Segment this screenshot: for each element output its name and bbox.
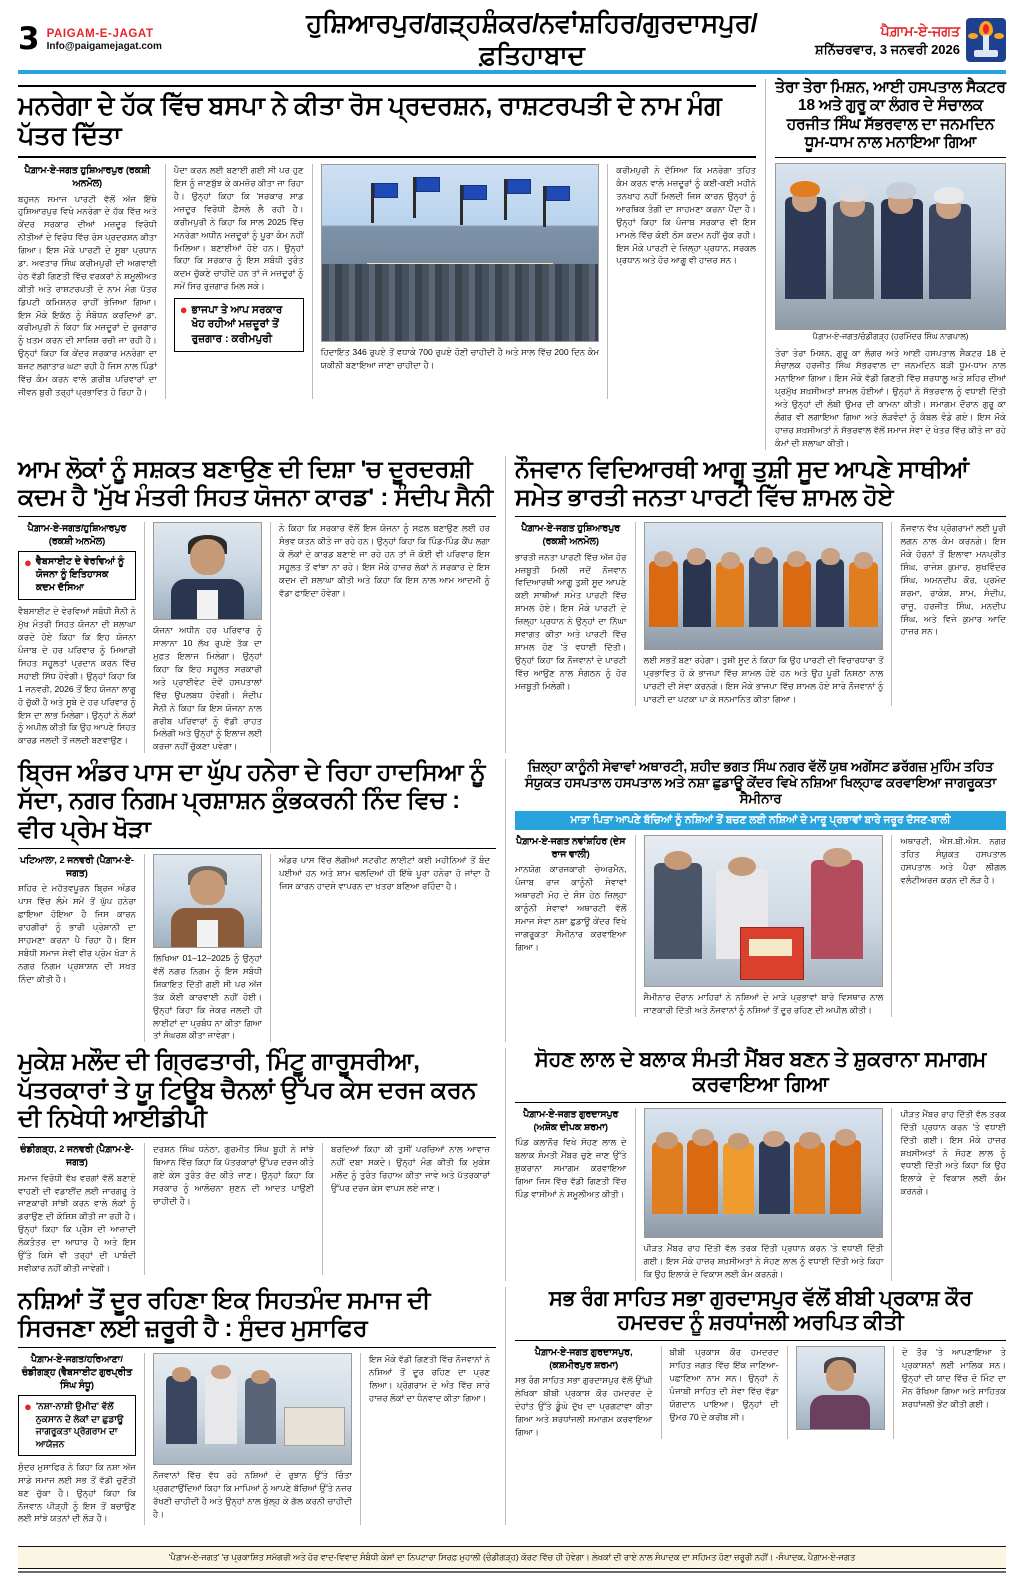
story-manrega (18, 79, 756, 450)
story-manrega-headline: ਮਨਰੇਗਾ ਦੇ ਹੱਕ ਵਿੱਚ ਬਸਪਾ ਨੇ ਕੀਤਾ ਰੋਸ ਪ੍ਰਦਰਸ਼ਨ, ਰਾਸ਼ਟਰਪਤੀ ਦੇ ਨਾਮ ਮੰਗ ਪੱਤਰ ਦਿੱਤਾ (18, 85, 756, 158)
story-block-member-photo (644, 1108, 884, 1238)
story-tribute-headline: ਸਭ ਰੰਗ ਸਾਹਿਤ ਸਭਾ ਗੁਰਦਾਸਪੁਰ ਵੱਲੋਂ ਬੀਬੀ ਪ੍ਰਕਾਸ਼ ਕੌਰ ਹਮਦਰਦ ਨੂੰ ਸ਼ਰਧਾਂਜਲੀ ਅਰਪਿਤ ਕੀਤੀ (515, 1287, 1006, 1342)
bullet-dot-icon: ● (24, 554, 32, 570)
band-four (18, 1048, 1006, 1280)
story-drug-seminar-headline: ਜ਼ਿਲ੍ਹਾ ਕਾਨੂੰਨੀ ਸੇਵਾਵਾਂ ਅਥਾਰਟੀ, ਸ਼ਹੀਦ ਭਗਤ ਸਿੰਘ ਨਗਰ ਵੱਲੋਂ ਯੁਥ ਅਗੇਂਸਟ ਡਰੱਗਜ਼ ਮੁਹਿੰਮ ਤਹਿਤ ਸੰਯੁਕਤ ਹਸਪਤਾਲ ਹਸਪਤਾਲ ਅਤੇ ਨਸ਼ਾ ਛੁਡਾਊ ਕੇਂਦਰ ਵਿਖੇ ਨਸ਼ਿਆ ਖਿਲ੍ਹਾਫ ਕਰਵਾਇਆ ਜਾਗਰੂਕਤਾ ਸੈਮੀਨਾਰ (524, 759, 997, 807)
story-underpass-byline: ਪਟਿਆਲਾ, 2 ਜਨਵਰੀ (ਪੈਗ਼ਾਮ-ਏ-ਜਗਤ) (19, 854, 135, 878)
footer-bar (18, 1571, 1006, 1573)
edition-list (288, 8, 776, 72)
story-block-member-headline: ਸੋਹਣ ਲਾਲ ਦੇ ਬਲਾਕ ਸੰਮਤੀ ਮੈਂਬਰ ਬਣਨ ਤੇ ਸ਼ੁਕਰਾਨਾ ਸਮਾਗਮ ਕਰਵਾਇਆ ਗਿਆ (515, 1048, 1006, 1103)
story-underpass-col1: ਸ਼ਹਿਰ ਦੇ ਮਹੱਤਵਪੂਰਨ ਬ੍ਰਿਜ ਅੰਡਰ ਪਾਸ ਵਿੱਚ ਲੰਮੇ ਸਮੇਂ ਤੋਂ ਘੁੱਪ ਹਨੇਰਾ ਛਾਇਆ ਹੋਇਆ ਹੈ ਜਿਸ ਕਾਰਨ ਰਾਹਗੀਰਾਂ ਨੂੰ ਭਾਰੀ ਪ੍ਰੇਸ਼ਾਨੀ ਦਾ ਸਾਹਮਣਾ ਕਰਨਾ ਪੈ ਰਿਹਾ ਹੈ। ਇਸ ਸਬੰਧੀ ਸਮਾਜ ਸੇਵੀ ਵੀਰ ਪ੍ਰੇਮ ਖੋੜਾ ਨੇ ਨਗਰ ਨਿਗਮ ਪ੍ਰਸ਼ਾਸ਼ਨ ਦੀ ਸਖ਼ਤ ਨਿੰਦਾ ਕੀਤੀ ਹੈ। (18, 883, 136, 984)
story-manrega-photo-caption: ਹਿਦਾਇਤ 346 ਰੁਪਏ ਤੋਂ ਵਧਾਕੇ 700 ਰੁਪਏ ਹੋਣੀ ਚਾਹੀਦੀ ਹੈ ਅਤੇ ਸਾਲ ਵਿੱਚ 200 ਦਿਨ ਕੰਮ ਯਕੀਨੀ ਬਣਾਇਆ ਜਾਣਾ ਚਾਹੀਦਾ ਹੈ। (320, 347, 600, 371)
brand-email: Info@paigamejagat.com (46, 40, 162, 52)
story-underpass-headline: ਬ੍ਰਿਜ ਅੰਡਰ ਪਾਸ ਦਾ ਘੁੱਪ ਹਨੇਰਾ ਦੇ ਰਿਹਾ ਹਾਦਸਿਆ ਨੂੰ ਸੱਦਾ, ਨਗਰ ਨਿਗਮ ਪ੍ਰਸ਼ਾਸ਼ਨ ਕੁੰਭਕਰਨੀ ਨਿੰਦ ਵਿਚ : ਵੀਰ ਪ੍ਰੇਮ ਖੋੜਾ (18, 759, 496, 849)
story-birthday-body: ਤੇਰਾ ਤੇਰਾ ਮਿਸ਼ਨ, ਗੁਰੂ ਕਾ ਲੰਗਰ ਅਤੇ ਆਈ ਹਸਪਤਾਲ ਸੈਕਟਰ 18 ਦੇ ਸੰਚਾਲਕ ਹਰਜੀਤ ਸਿੰਘ ਸੱਭਰਵਾਲ ਦਾ ਜਨਮਦਿਨ ਬੜੀ ਧੂਮ-ਧਾਮ ਨਾਲ ਮਨਾਇਆ ਗਿਆ। ਇਸ ਮੌਕੇ ਵੱਡੀ ਗਿਣਤੀ ਵਿੱਚ ਸ਼ਰਧਾਲੂ ਅਤੇ ਸ਼ਹਿਰ ਦੀਆਂ ਪ੍ਰਮੁੱਖ ਸ਼ਖ਼ਸੀਅਤਾਂ ਸ਼ਾਮਲ ਹੋਈਆਂ। ਉਨ੍ਹਾਂ ਨੇ ਸੱਭਰਵਾਲ ਨੂੰ ਵਧਾਈ ਦਿੱਤੀ ਅਤੇ ਉਨ੍ਹਾਂ ਦੀ ਲੰਬੀ ਉਮਰ ਦੀ ਕਾਮਨਾ ਕੀਤੀ। ਸਮਾਗਮ ਦੌਰਾਨ ਗੁਰੂ ਕਾ ਲੰਗਰ ਵੀ ਲਗਾਇਆ ਗਿਆ ਅਤੇ ਲੋੜਵੰਦਾਂ ਨੂੰ ਕੰਬਲ ਵੰਡੇ ਗਏ। ਇਸ ਮੌਕੇ ਹਾਜ਼ਰ ਸ਼ਖ਼ਸੀਅਤਾਂ ਨੇ ਸੱਭਰਵਾਲ ਵੱਲੋਂ ਸਮਾਜ ਸੇਵਾ ਦੇ ਖੇਤਰ ਵਿੱਚ ਕੀਤੇ ਜਾ ਰਹੇ ਕੰਮਾਂ ਦੀ ਸ਼ਲਾਘਾ ਕੀਤੀ। (775, 347, 1006, 448)
story-bjp-join (505, 456, 1006, 754)
story-bjp-join-headline: ਨੌਜਵਾਨ ਵਿਦਿਆਰਥੀ ਆਗੂ ਤੁਸ਼ੀ ਸੂਦ ਆਪਣੇ ਸਾਥੀਆਂ ਸਮੇਤ ਭਾਰਤੀ ਜਨਤਾ ਪਾਰਟੀ ਵਿੱਚ ਸ਼ਾਮਲ ਹੋਏ (515, 456, 1006, 518)
story-block-member-col2: ਪੀੜਤ ਮੈਂਬਰ ਰਾਹ ਦਿੱਤੀ ਵੱਲ ਤਰਕ ਦਿੱਤੀ ਪ੍ਰਧਾਨ ਕਰਨ 'ਤੇ ਵਧਾਈ ਦਿੱਤੀ ਗਈ। ਇਸ ਮੌਕੇ ਹਾਜ਼ਰ ਸ਼ਖ਼ਸੀਅਤਾਂ ਨੇ ਸੋਹਣ ਲਾਲ ਨੂੰ ਵਧਾਈ ਦਿੱਤੀ ਅਤੇ ਕਿਹਾ ਕਿ ਉਹ ਇਲਾਕੇ ਦੇ ਵਿਕਾਸ ਲਈ ਕੰਮ ਕਰਨਗੇ। (643, 1242, 884, 1279)
story-tribute-col2: ਬੀਬੀ ਪ੍ਰਕਾਸ਼ ਕੌਰ ਹਮਦਰਦ ਸਾਹਿਤ ਜਗਤ ਵਿੱਚ ਇੱਕ ਜਾਣਿਆ-ਪਛਾਣਿਆ ਨਾਮ ਸਨ। ਉਨ੍ਹਾਂ ਨੇ ਪੰਜਾਬੀ ਸਾਹਿਤ ਦੀ ਸੇਵਾ ਵਿੱਚ ਵੱਡਾ ਯੋਗਦਾਨ ਪਾਇਆ। ਉਨ੍ਹਾਂ ਦੀ ਉਮਰ 70 ਦੇ ਕਰੀਬ ਸੀ। (669, 1347, 779, 1422)
story-bjp-join-col1: ਭਾਰਤੀ ਜਨਤਾ ਪਾਰਟੀ ਵਿੱਚ ਅੱਜ ਹੋਰ ਮਜ਼ਬੂਤੀ ਮਿਲੀ ਜਦੋਂ ਨੌਜਵਾਨ ਵਿਦਿਆਰਥੀ ਆਗੂ ਤੁਸ਼ੀ ਸੂਦ ਆਪਣੇ ਕਈ ਸਾਥੀਆਂ ਸਮੇਤ ਪਾਰਟੀ ਵਿੱਚ ਸ਼ਾਮਲ ਹੋਏ। ਇਸ ਮੌਕੇ ਪਾਰਟੀ ਦੇ ਜ਼ਿਲ੍ਹਾ ਪ੍ਰਧਾਨ ਨੇ ਉਨ੍ਹਾਂ ਦਾ ਨਿੱਘਾ ਸਵਾਗਤ ਕੀਤਾ ਅਤੇ ਪਾਰਟੀ ਵਿੱਚ ਸ਼ਾਮਲ ਹੋਣ 'ਤੇ ਵਧਾਈ ਦਿੱਤੀ। ਉਨ੍ਹਾਂ ਕਿਹਾ ਕਿ ਨੌਜਵਾਨਾਂ ਦੇ ਪਾਰਟੀ ਵਿੱਚ ਆਉਣ ਨਾਲ ਸੰਗਠਨ ਨੂੰ ਹੋਰ ਮਜ਼ਬੂਤੀ ਮਿਲੇਗੀ। (515, 551, 627, 691)
story-drug-free-callout (18, 1395, 136, 1456)
story-birthday-caption: ਪੈਗ਼ਾਮ-ਏ-ਜਗਤ/ਚੰਡੀਗੜ੍ਹ (ਹਰਮਿੰਦਰ ਸਿੰਘ ਨਾਗਪਾਲ) (812, 332, 969, 342)
story-birthday-photo (775, 163, 1006, 330)
story-underpass-col3: ਅੰਡਰ ਪਾਸ ਵਿੱਚ ਲੱਗੀਆਂ ਸਟਰੀਟ ਲਾਈਟਾਂ ਕਈ ਮਹੀਨਿਆਂ ਤੋਂ ਬੰਦ ਪਈਆਂ ਹਨ ਅਤੇ ਸ਼ਾਮ ਢਲਦਿਆਂ ਹੀ ਇੱਥੇ ਪੂਰਾ ਹਨੇਰਾ ਹੋ ਜਾਂਦਾ ਹੈ ਜਿਸ ਕਾਰਨ ਹਾਦਸੇ ਵਾਪਰਨ ਦਾ ਖ਼ਤਰਾ ਬਣਿਆ ਰਹਿੰਦਾ ਹੈ। (279, 855, 490, 891)
brand-name: PAIGAM-E-JAGAT (46, 27, 154, 40)
story-bjp-join-photo (644, 522, 884, 650)
story-press-case-col3: ਬਰਦਿਆਂ ਕਿਹਾ ਕੀ ਤੁਸੀਂ ਪਰਚਿਆਂ ਨਾਲ ਆਵਾਜ਼ ਨਹੀਂ ਦਬਾ ਸਕਦੇ। ਉਨ੍ਹਾਂ ਮੰਗ ਕੀਤੀ ਕਿ ਮੁਕੇਸ਼ ਮਲੌਦ ਨੂੰ ਤੁਰੰਤ ਰਿਹਾਅ ਕੀਤਾ ਜਾਵੇ ਅਤੇ ਪੱਤਰਕਾਰਾਂ ਉੱਪਰ ਦਰਜ ਕੇਸ ਵਾਪਸ ਲਏ ਜਾਣ। (331, 1144, 490, 1193)
story-drug-seminar-byline: ਪੈਗ਼ਾਮ-ਏ-ਜਗਤ ਨਵਾਂਸ਼ਹਿਰ (ਦੇਸ ਰਾਜ ਵਾਲੀ) (516, 834, 626, 859)
story-health-card-col2: ਯੋਜਨਾ ਅਧੀਨ ਹਰ ਪਰਿਵਾਰ ਨੂੰ ਸਾਲਾਨਾ 10 ਲੱਖ ਰੁਪਏ ਤੱਕ ਦਾ ਮੁਫ਼ਤ ਇਲਾਜ ਮਿਲੇਗਾ। ਉਨ੍ਹਾਂ ਕਿਹਾ ਕਿ ਇਹ ਸਹੂਲਤ ਸਰਕਾਰੀ ਅਤੇ ਪ੍ਰਾਈਵੇਟ ਦੋਵੇਂ ਹਸਪਤਾਲਾਂ ਵਿੱਚ ਉਪਲਬਧ ਹੋਵੇਗੀ। ਸੰਦੀਪ ਸੈਨੀ ਨੇ ਕਿਹਾ ਕਿ ਇਸ ਯੋਜਨਾ ਨਾਲ ਗਰੀਬ ਪਰਿਵਾਰਾਂ ਨੂੰ ਵੱਡੀ ਰਾਹਤ ਮਿਲੇਗੀ ਅਤੇ ਉਨ੍ਹਾਂ ਨੂੰ ਇਲਾਜ ਲਈ ਕਰਜ਼ਾ ਨਹੀਂ ਚੁੱਕਣਾ ਪਵੇਗਾ। (153, 625, 262, 752)
band-two (18, 456, 1006, 754)
story-birthday-headline: ਤੇਰਾ ਤੇਰਾ ਮਿਸ਼ਨ, ਆਈ ਹਸਪਤਾਲ ਸੈਕਟਰ 18 ਅਤੇ ਗੁਰੂ ਕਾ ਲੰਗਰ ਦੇ ਸੰਚਾਲਕ ਹਰਜੀਤ ਸਿੰਘ ਸੱਭਰਵਾਲ ਦਾ ਜਨਮਦਿਨ ਧੂਮ-ਧਾਮ ਨਾਲ ਮਨਾਇਆ ਗਿਆ (775, 79, 1006, 158)
story-manrega-photo (321, 164, 600, 342)
story-tribute-col3: ਦੇ ਤੌਰ 'ਤੇ ਆਪਣਾਇਆ ਤੇ ਪ੍ਰਕਾਸ਼ਨਾਂ ਲਈ ਮਾਲਿਕ ਸਨ। ਉਨ੍ਹਾਂ ਦੀ ਯਾਦ ਵਿੱਚ ਦੋ ਮਿੰਟ ਦਾ ਮੌਨ ਰੱਖਿਆ ਗਿਆ ਅਤੇ ਸਾਹਿਤਕ ਸ਼ਰਧਾਂਜਲੀ ਭੇਂਟ ਕੀਤੀ ਗਈ। (901, 1347, 1006, 1409)
story-health-card (18, 456, 496, 754)
masthead (18, 0, 1006, 70)
band-five (18, 1287, 1006, 1526)
story-health-card-col3: ਨੇ ਕਿਹਾ ਕਿ ਸਰਕਾਰ ਵੱਲੋਂ ਇਸ ਯੋਜਨਾ ਨੂੰ ਸਫ਼ਲ ਬਣਾਉਣ ਲਈ ਹਰ ਸੰਭਵ ਯਤਨ ਕੀਤੇ ਜਾ ਰਹੇ ਹਨ। ਉਨ੍ਹਾਂ ਕਿਹਾ ਕਿ ਪਿੰਡ-ਪਿੰਡ ਕੈਂਪ ਲਗਾ ਕੇ ਲੋਕਾਂ ਦੇ ਕਾਰਡ ਬਣਾਏ ਜਾ ਰਹੇ ਹਨ ਤਾਂ ਜੋ ਕੋਈ ਵੀ ਪਰਿਵਾਰ ਇਸ ਸਹੂਲਤ ਤੋਂ ਵਾਂਝਾ ਨਾ ਰਹੇ। ਇਸ ਮੌਕੇ ਹਾਜ਼ਰ ਲੋਕਾਂ ਨੇ ਸਰਕਾਰ ਦੇ ਇਸ ਕਦਮ ਦੀ ਸ਼ਲਾਘਾ ਕੀਤੀ ਅਤੇ ਕਿਹਾ ਕਿ ਇਸ ਨਾਲ ਆਮ ਆਦਮੀ ਨੂੰ ਵੱਡਾ ਫਾਇਦਾ ਹੋਵੇਗਾ। (279, 523, 490, 598)
story-manrega-callout (174, 298, 304, 352)
masthead-right-text (815, 23, 960, 58)
story-manrega-col1: ਬਹੁਜਨ ਸਮਾਜ ਪਾਰਟੀ ਵੱਲੋਂ ਅੱਜ ਇੱਥੇ ਹੁਸ਼ਿਆਰਪੁਰ ਵਿਖੇ ਮਨਰੇਗਾ ਦੇ ਹੱਕ ਵਿੱਚ ਅਤੇ ਕੇਂਦਰ ਸਰਕਾਰ ਦੀਆਂ ਮਜ਼ਦੂਰ ਵਿਰੋਧੀ ਨੀਤੀਆਂ ਦੇ ਵਿਰੋਧ ਵਿੱਚ ਰੋਸ ਪ੍ਰਦਰਸ਼ਨ ਕੀਤਾ ਗਿਆ। ਇਸ ਮੌਕੇ ਪਾਰਟੀ ਦੇ ਸੂਬਾ ਪ੍ਰਧਾਨ ਡਾ. ਅਵਤਾਰ ਸਿੰਘ ਕਰੀਮਪੁਰੀ ਦੀ ਅਗਵਾਈ ਹੇਠ ਵੱਡੀ ਗਿਣਤੀ ਵਿੱਚ ਵਰਕਰਾਂ ਨੇ ਸ਼ਮੂਲੀਅਤ ਕੀਤੀ ਅਤੇ ਰਾਸ਼ਟਰਪਤੀ ਦੇ ਨਾਮ ਮੰਗ ਪੱਤਰ ਡਿਪਟੀ ਕਮਿਸ਼ਨਰ ਰਾਹੀਂ ਭੇਜਿਆ ਗਿਆ। ਇਸ ਮੌਕੇ ਇਕੱਠ ਨੂੰ ਸੰਬੋਧਨ ਕਰਦਿਆਂ ਡਾ. ਕਰੀਮਪੁਰੀ ਨੇ ਕਿਹਾ ਕਿ ਮਜ਼ਦੂਰਾਂ ਦੇ ਰੁਜ਼ਗਾਰ ਨੂੰ ਖ਼ਤਮ ਕਰਨ ਦੀ ਸਾਜ਼ਿਸ਼ ਰਚੀ ਜਾ ਰਹੀ ਹੈ। ਉਨ੍ਹਾਂ ਕਿਹਾ ਕਿ ਕੇਂਦਰ ਸਰਕਾਰ ਮਨਰੇਗਾ ਦਾ ਬਜਟ ਲਗਾਤਾਰ ਘਟਾ ਰਹੀ ਹੈ ਜਿਸ ਨਾਲ ਪਿੰਡਾਂ ਵਿੱਚ ਕੰਮ ਕਰਨ ਵਾਲੇ ਗ਼ਰੀਬ ਪਰਿਵਾਰਾਂ ਦਾ ਜੀਵਨ ਬੁਰੀ ਤਰ੍ਹਾਂ ਪ੍ਰਭਾਵਿਤ ਹੋ ਰਿਹਾ ਹੈ। (18, 193, 157, 397)
story-press-case-col1: ਸਮਾਜ ਵਿਰੋਧੀ ਵੱਖ ਵਰਗਾਂ ਵੱਲੋਂ ਬਣਾਏ ਵਾਹਣੀ ਦੀ ਵਡਾਈਂਦ ਲਈ ਜਾਰਗਰੂ ਤੇ ਜਾਣਕਾਰੀ ਸਾਂਝੀ ਕਰਨ ਵਾਲੇ ਲੋਕਾਂ ਨੂੰ ਡਰਾਉਣ ਦੀ ਕੋਸ਼ਿਸ਼ ਕੀਤੀ ਜਾ ਰਹੀ ਹੈ। ਉਨ੍ਹਾਂ ਕਿਹਾ ਕਿ ਪ੍ਰੈਸ ਦੀ ਆਜ਼ਾਦੀ ਲੋਕਤੰਤਰ ਦਾ ਆਧਾਰ ਹੈ ਅਤੇ ਇਸ ਉੱਤੇ ਕਿਸੇ ਵੀ ਤਰ੍ਹਾਂ ਦੀ ਪਾਬੰਦੀ ਸਵੀਕਾਰ ਨਹੀਂ ਕੀਤੀ ਜਾਵੇਗੀ। (18, 1172, 136, 1273)
story-tribute-byline: ਪੈਗ਼ਾਮ-ਏ-ਜਗਤ ਗੁਰਦਾਸਪੁਰ, (ਕਸ਼ਮੀਰਪੁਰ ਸ਼ਰਮਾ) (534, 1346, 633, 1370)
story-bjp-join-byline: ਪੈਗ਼ਾਮ-ਏ-ਜਗਤ ਹੁਸ਼ਿਆਰਪੁਰ (ਰਕਸ਼ੀ ਅਨਮੋਲ) (521, 522, 621, 546)
story-block-member-byline: ਪੈਗ਼ਾਮ-ਏ-ਜਗਤ ਗੁਰਦਾਸਪੁਰ (ਅਸ਼ੋਕ ਦੀਪਕ ਸ਼ਰਮਾ) (523, 1107, 619, 1132)
story-health-card-col1: ਵੈਬਸਾਈਟ ਦੇ ਵੇਰਵਿਆਂ ਸਬੰਧੀ ਸੈਨੀ ਨੇ ਮੁੱਖ ਮੰਤਰੀ ਸਿਹਤ ਯੋਜਨਾ ਦੀ ਸ਼ਲਾਘਾ ਕਰਦੇ ਹੋਏ ਕਿਹਾ ਕਿ ਇਹ ਯੋਜਨਾ ਪੰਜਾਬ ਦੇ ਹਰ ਪਰਿਵਾਰ ਨੂੰ ਮਿਆਰੀ ਸਿਹਤ ਸਹੂਲਤਾਂ ਪ੍ਰਦਾਨ ਕਰਨ ਵਿੱਚ ਸਹਾਈ ਸਿੱਧ ਹੋਵੇਗੀ। ਉਨ੍ਹਾਂ ਕਿਹਾ ਕਿ 1 ਜਨਵਰੀ, 2026 ਤੋਂ ਇਹ ਯੋਜਨਾ ਲਾਗੂ ਹੋ ਚੁੱਕੀ ਹੈ ਅਤੇ ਸੂਬੇ ਦੇ ਹਰ ਪਰਿਵਾਰ ਨੂੰ ਇਸ ਦਾ ਲਾਭ ਮਿਲੇਗਾ। ਉਨ੍ਹਾਂ ਨੇ ਲੋਕਾਂ ਨੂੰ ਅਪੀਲ ਕੀਤੀ ਕਿ ਉਹ ਆਪਣੇ ਸਿਹਤ ਕਾਰਡ ਜਲਦੀ ਤੋਂ ਜਲਦੀ ਬਣਵਾਉਣ। (18, 606, 136, 746)
story-drug-free-col3: ਇਸ ਮੌਕੇ ਵੱਡੀ ਗਿਣਤੀ ਵਿੱਚ ਨੌਜਵਾਨਾਂ ਨੇ ਨਸ਼ਿਆਂ ਤੋਂ ਦੂਰ ਰਹਿਣ ਦਾ ਪ੍ਰਣ ਲਿਆ। ਪ੍ਰੋਗਰਾਮ ਦੇ ਅੰਤ ਵਿੱਚ ਸਾਰੇ ਹਾਜ਼ਰ ਲੋਕਾਂ ਦਾ ਧੰਨਵਾਦ ਕੀਤਾ ਗਿਆ। (369, 1354, 490, 1403)
story-health-card-headline: ਆਮ ਲੋਕਾਂ ਨੂੰ ਸਸ਼ਕਤ ਬਣਾਉਣ ਦੀ ਦਿਸ਼ਾ 'ਚ ਦੂਰਦਰਸ਼ੀ ਕਦਮ ਹੈ 'ਮੁੱਖ ਮੰਤਰੀ ਸਿਹਤ ਯੋਜਨਾ ਕਾਰਡ' : ਸੰਦੀਪ ਸੈਨੀ (18, 456, 496, 518)
story-drug-seminar (505, 759, 1006, 1042)
story-tribute-photo (796, 1346, 885, 1430)
story-drug-free (18, 1287, 496, 1526)
page-footer (18, 1546, 1006, 1573)
story-press-case-col2: ਦਰਸ਼ਨ ਸਿੰਘ ਧਨੇਠਾ, ਗੁਰਮੀਤ ਸਿੰਘ ਬੂਹੀ ਨੇ ਸਾਂਝੇ ਬਿਆਨ ਵਿੱਚ ਕਿਹਾ ਕਿ ਪੱਤਰਕਾਰਾਂ ਉੱਪਰ ਦਰਜ ਕੀਤੇ ਗਏ ਕੇਸ ਤੁਰੰਤ ਰੱਦ ਕੀਤੇ ਜਾਣ। ਉਨ੍ਹਾਂ ਕਿਹਾ ਕਿ ਸਰਕਾਰ ਨੂੰ ਆਲੋਚਨਾ ਸੁਣਨ ਦੀ ਆਦਤ ਪਾਉਣੀ ਚਾਹੀਦੀ ਹੈ। (153, 1144, 314, 1206)
story-block-member-col3: ਪੀੜਤ ਮੈਂਬਰ ਰਾਹ ਦਿੱਤੀ ਵੱਲ ਤਰਕ ਦਿੱਤੀ ਪ੍ਰਧਾਨ ਕਰਨ 'ਤੇ ਵਧਾਈ ਦਿੱਤੀ ਗਈ। ਇਸ ਮੌਕੇ ਹਾਜ਼ਰ ਸ਼ਖ਼ਸੀਅਤਾਂ ਨੇ ਸੋਹਣ ਲਾਲ ਨੂੰ ਵਧਾਈ ਦਿੱਤੀ ਅਤੇ ਕਿਹਾ ਕਿ ਉਹ ਇਲਾਕੇ ਦੇ ਵਿਕਾਸ ਲਈ ਕੰਮ ਕਰਨਗੇ। (900, 1108, 1006, 1197)
story-underpass-col2: ਲਿਖਿਆ 01–12–2025 ਨੂੰ ਉਨ੍ਹਾਂ ਵੱਲੋਂ ਨਗਰ ਨਿਗਮ ਨੂੰ ਇਸ ਸਬੰਧੀ ਸ਼ਿਕਾਇਤ ਦਿੱਤੀ ਗਈ ਸੀ ਪਰ ਅੱਜ ਤੱਕ ਕੋਈ ਕਾਰਵਾਈ ਨਹੀਂ ਹੋਈ। ਉਨ੍ਹਾਂ ਕਿਹਾ ਕਿ ਜੇਕਰ ਜਲਦੀ ਹੀ ਲਾਈਟਾਂ ਦਾ ਪ੍ਰਬੰਧ ਨਾ ਕੀਤਾ ਗਿਆ ਤਾਂ ਸੰਘਰਸ਼ ਕੀਤਾ ਜਾਵੇਗਾ। (153, 953, 262, 1041)
edition-list-text: ਹੁਸ਼ਿਆਰਪੁਰ/ਗੜ੍ਹਸ਼ੰਕਰ/ਨਵਾਂਸ਼ਹਿਰ/ਗੁਰਦਾਸਪੁਰ/ਫ਼ਤਿਹਾਬਾਦ (306, 8, 758, 70)
story-drug-free-headline: ਨਸ਼ਿਆਂ ਤੋਂ ਦੂਰ ਰਹਿਣਾ ਇਕ ਸਿਹਤਮੰਦ ਸਮਾਜ ਦੀ ਸਿਰਜਣਾ ਲਈ ਜ਼ਰੂਰੀ ਹੈ : ਸੁੰਦਰ ਮੁਸਾਫਿਰ (18, 1287, 496, 1349)
story-drug-seminar-col2: ਸੈਮੀਨਾਰ ਦੌਰਾਨ ਮਾਹਿਰਾਂ ਨੇ ਨਸ਼ਿਆਂ ਦੇ ਮਾੜੇ ਪ੍ਰਭਾਵਾਂ ਬਾਰੇ ਵਿਸਥਾਰ ਨਾਲ ਜਾਣਕਾਰੀ ਦਿੱਤੀ ਅਤੇ ਨੌਜਵਾਨਾਂ ਨੂੰ ਨਸ਼ਿਆਂ ਤੋਂ ਦੂਰ ਰਹਿਣ ਦੀ ਅਪੀਲ ਕੀਤੀ। (643, 991, 884, 1015)
story-tribute (505, 1287, 1006, 1526)
story-block-member (505, 1048, 1006, 1280)
story-health-card-photo (153, 522, 262, 620)
story-manrega-byline: ਪੈਗ਼ਾਮ-ਏ-ਜਗਤ ਹੁਸ਼ਿਆਰਪੁਰ (ਰਕਸ਼ੀ ਅਨਮੋਲ) (24, 164, 151, 188)
story-drug-seminar-photo (644, 835, 884, 987)
masthead-left (18, 21, 288, 58)
publication-date: ਸ਼ਨਿੱਚਰਵਾਰ, 3 ਜਨਵਰੀ 2026 (814, 41, 960, 57)
band-three (18, 759, 1006, 1042)
story-bjp-join-col2: ਲਈ ਸਭਤੋਂ ਬਣਾ ਰਹੇਗਾ। ਤੁਸ਼ੀ ਸੂਦ ਨੇ ਕਿਹਾ ਕਿ ਉਹ ਪਾਰਟੀ ਦੀ ਵਿਚਾਰਧਾਰਾ ਤੋਂ ਪ੍ਰਭਾਵਿਤ ਹੋ ਕੇ ਭਾਜਪਾ ਵਿੱਚ ਸ਼ਾਮਲ ਹੋਏ ਹਨ ਅਤੇ ਉਹ ਪੂਰੀ ਨਿਸ਼ਠਾ ਨਾਲ ਪਾਰਟੀ ਦੀ ਸੇਵਾ ਕਰਨਗੇ। ਇਸ ਮੌਕੇ ਭਾਜਪਾ ਵਿੱਚ ਸ਼ਾਮਲ ਹੋਏ ਸਾਰੇ ਨੌਜਵਾਨਾਂ ਨੂੰ ਪਾਰਟੀ ਦਾ ਪਟਕਾ ਪਾ ਕੇ ਸਨਮਾਨਿਤ ਕੀਤਾ ਗਿਆ। (643, 655, 884, 704)
bullet-dot-icon: ● (24, 1399, 32, 1415)
story-manrega-col3: ਕਰੀਮਪੁਰੀ ਨੇ ਦੱਸਿਆ ਕਿ ਮਨਰੇਗਾ ਤਹਿਤ ਕੰਮ ਕਰਨ ਵਾਲੇ ਮਜ਼ਦੂਰਾਂ ਨੂੰ ਕਈ-ਕਈ ਮਹੀਨੇ ਤਨਖਾਹ ਨਹੀਂ ਮਿਲਦੀ ਜਿਸ ਕਾਰਨ ਉਨ੍ਹਾਂ ਨੂੰ ਆਰਥਿਕ ਤੰਗੀ ਦਾ ਸਾਹਮਣਾ ਕਰਨਾ ਪੈਂਦਾ ਹੈ। ਉਨ੍ਹਾਂ ਕਿਹਾ ਕਿ ਪੰਜਾਬ ਸਰਕਾਰ ਵੀ ਇਸ ਮਾਮਲੇ ਵਿੱਚ ਕੋਈ ਠੋਸ ਕਦਮ ਨਹੀਂ ਚੁੱਕ ਰਹੀ। ਇਸ ਮੌਕੇ ਪਾਰਟੀ ਦੇ ਜ਼ਿਲ੍ਹਾ ਪ੍ਰਧਾਨ, ਸਰਕਲ ਪ੍ਰਧਾਨ ਅਤੇ ਹੋਰ ਆਗੂ ਵੀ ਹਾਜ਼ਰ ਸਨ। (616, 165, 756, 266)
story-health-card-callout-text: ਵੈਬਸਾਈਟ ਦੇ ਵੇਰਵਿਆਂ ਨੂੰ ਯੋਜਨਾ ਨੂੰ ਇਤਿਹਾਸਕ ਕਦਮ ਦੱਸਿਆ (35, 555, 125, 593)
page-number: 3 (18, 21, 40, 58)
story-manrega-col2a: ਪੈਦਾ ਕਰਨ ਲਈ ਬਣਾਈ ਗਈ ਸੀ ਪਰ ਹੁਣ ਇਸ ਨੂੰ ਜਾਣਬੁੱਝ ਕੇ ਕਮਜ਼ੋਰ ਕੀਤਾ ਜਾ ਰਿਹਾ ਹੈ। ਉਨ੍ਹਾਂ ਕਿਹਾ ਕਿ 'ਸਰਕਾਰ ਸਾਡ ਮਜ਼ਦੂਰ ਵਿਰੋਧੀ ਫ਼ੈਸਲੇ ਲੈ ਰਹੀ ਹੈ। ਕਰੀਮਪੁਰੀ ਨੇ ਕਿਹਾ ਕਿ ਸਾਲ 2025 ਵਿੱਚ ਮਨਰੇਗਾ ਅਧੀਨ ਮਜ਼ਦੂਰਾਂ ਨੂੰ ਪੂਰਾ ਕੰਮ ਨਹੀਂ ਮਿਲਿਆ। ਬਣਾਈਆਂ ਹੋਏ ਹਨ। ਉਨ੍ਹਾਂ ਕਿਹਾ ਕਿ ਸਰਕਾਰ ਨੂੰ ਇਸ ਸਬੰਧੀ ਤੁਰੰਤ ਕਦਮ ਚੁੱਕਣੇ ਚਾਹੀਦੇ ਹਨ ਤਾਂ ਜੋ ਮਜ਼ਦੂਰਾਂ ਨੂੰ ਸਮੇਂ ਸਿਰ ਰੁਜ਼ਗਾਰ ਮਿਲ ਸਕੇ। (173, 165, 304, 292)
masthead-right (776, 18, 1006, 62)
story-drug-seminar-col3: ਅਥਾਰਟੀ, ਐਸ.ਬੀ.ਐਸ. ਨਗਰ ਤਹਿਤ ਸੰਯੁਕਤ ਹਸਪਤਾਲ ਹਸਪਤਾਲ ਅਤੇ ਪੈਰਾ ਲੀਗਲ ਵਲੰਟੀਅਰਜ਼ ਕਰਨ ਦੀ ਲੋੜ ਹੈ। (900, 835, 1006, 885)
story-health-card-byline: ਪੈਗ਼ਾਮ-ਏ-ਜਗਤ/ਹੁਸ਼ਿਆਰਪੁਰ (ਰਕਸ਼ੀ ਅਨਮੋਲ) (27, 522, 127, 546)
story-bjp-join-col3: ਨੌਜਵਾਨ ਵੱਖ ਪ੍ਰੋਗਰਾਮਾਂ ਲਈ ਪੂਰੀ ਲਗਨ ਨਾਲ ਕੰਮ ਕਰਨਗੇ। ਇਸ ਮੌਕੇ ਹੋਰਨਾਂ ਤੋਂ ਇਲਾਵਾ ਮਨਪ੍ਰੀਤ ਸਿੰਘ, ਰਾਜੇਸ਼ ਕੁਮਾਰ, ਸੁਖਵਿੰਦਰ ਸਿੰਘ, ਅਮਨਦੀਪ ਕੌਰ, ਪ੍ਰਮੋਦ ਸ਼ਰਮਾ, ਰਾਕੇਸ਼, ਸ਼ਾਮ, ਸੰਦੀਪ, ਰਾਜੂ, ਹਰਜੀਤ ਸਿੰਘ, ਮਨਦੀਪ ਸਿੰਘ, ਅਤੇ ਵਿਜੇ ਕੁਮਾਰ ਆਦਿ ਹਾਜ਼ਰ ਸਨ। (900, 523, 1006, 637)
paper-title: ਪੈਗ਼ਾਮ-ਏ-ਜਗਤ (880, 22, 960, 39)
torch-logo-icon (966, 18, 1006, 62)
story-drug-free-col1: ਸੁੰਦਰ ਮੁਸਾਫਿਰ ਨੇ ਕਿਹਾ ਕਿ ਨਸ਼ਾ ਅੱਜ ਸਾਡੇ ਸਮਾਜ ਲਈ ਸਭ ਤੋਂ ਵੱਡੀ ਚੁਣੌਤੀ ਬਣ ਚੁੱਕਾ ਹੈ। ਉਨ੍ਹਾਂ ਕਿਹਾ ਕਿ ਨੌਜਵਾਨ ਪੀੜ੍ਹੀ ਨੂੰ ਇਸ ਤੋਂ ਬਚਾਉਣ ਲਈ ਸਾਂਝੇ ਯਤਨਾਂ ਦੀ ਲੋੜ ਹੈ। (18, 1461, 136, 1524)
story-underpass-photo (153, 854, 262, 948)
story-press-case (18, 1048, 496, 1280)
band-top (18, 79, 1006, 450)
story-tribute-col1: ਸਭ ਰੰਗ ਸਾਹਿਤ ਸਭਾ ਗੁਰਦਾਸਪੁਰ ਵੱਲੋਂ ਉੱਘੀ ਲੇਖਿਕਾ ਬੀਬੀ ਪ੍ਰਕਾਸ਼ ਕੌਰ ਹਮਦਰਦ ਦੇ ਦੇਹਾਂਤ ਉੱਤੇ ਡੂੰਘੇ ਦੁੱਖ ਦਾ ਪ੍ਰਗਟਾਵਾ ਕੀਤਾ ਗਿਆ ਅਤੇ ਸ਼ਰਧਾਂਜਲੀ ਸਮਾਗਮ ਕਰਵਾਇਆ ਗਿਆ। (515, 1375, 653, 1438)
story-underpass (18, 759, 496, 1042)
story-health-card-callout (18, 551, 136, 601)
brand-block (47, 28, 162, 52)
story-birthday (765, 79, 1006, 450)
story-press-case-byline: ਚੰਡੀਗੜ੍ਹ, 2 ਜਨਵਰੀ (ਪੈਗ਼ਾਮ-ਏ-ਜਗਤ) (20, 1143, 134, 1167)
footer-disclaimer: 'ਪੈਗ਼ਾਮ-ਏ-ਜਗਤ' 'ਚ ਪ੍ਰਕਾਸ਼ਿਤ ਸਮੱਗਰੀ ਅਤੇ ਹੋਰ ਵਾਦ-ਵਿਵਾਦ ਸੰਬੰਧੀ ਕੇਸਾਂ ਦਾ ਨਿਪਟਾਰਾ ਸਿਰਫ਼ ਮੁਹਾਲੀ (ਚੰਡੀਗੜ੍ਹ) ਕੋਰਟ ਵਿੱਚ ਹੀ ਹੋਵੇਗਾ। ਲੇਖਕਾਂ ਦੀ ਰਾਏ ਨਾਲ ਸੰਪਾਦਕ ਦਾ ਸਹਿਮਤ ਹੋਣਾ ਜ਼ਰੂਰੀ ਨਹੀਂ। -ਸੰਪਾਦਕ, ਪੈਗ਼ਾਮ-ਏ-ਜਗਤ (18, 1546, 1006, 1569)
story-drug-free-col2: ਨੌਜਵਾਨਾਂ ਵਿੱਚ ਵੱਧ ਰਹੇ ਨਸ਼ਿਆਂ ਦੇ ਰੁਝਾਨ ਉੱਤੇ ਚਿੰਤਾ ਪ੍ਰਗਟਾਉਂਦਿਆਂ ਕਿਹਾ ਕਿ ਮਾਪਿਆਂ ਨੂੰ ਆਪਣੇ ਬੱਚਿਆਂ ਉੱਤੇ ਨਜ਼ਰ ਰੱਖਣੀ ਚਾਹੀਦੀ ਹੈ ਅਤੇ ਉਨ੍ਹਾਂ ਨਾਲ ਖੁੱਲ੍ਹ ਕੇ ਗੱਲ ਕਰਨੀ ਚਾਹੀਦੀ ਹੈ। (153, 1470, 352, 1519)
story-drug-free-photo (153, 1353, 352, 1465)
story-drug-seminar-col1: ਮਾਨਯੋਗ ਕਾਰਜਕਾਰੀ ਚੇਅਰਮੈਨ, ਪੰਜਾਬ ਰਾਜ ਕਾਨੂੰਨੀ ਸੇਵਾਵਾਂ ਅਥਾਰਟੀ ਮੋਹ ਦੇ ਸੰਸ ਹੇਠ ਜ਼ਿਲ੍ਹਾ ਕਾਨੂੰਨੀ ਸੇਵਾਵਾਂ ਅਥਾਰਟੀ ਵੱਲੋਂ ਸਮਾਜ ਸੇਵਾ ਨਸ਼ਾ ਛੁਡਾਊ ਕੇਂਦਰ ਵਿਖੇ ਜਾਗਰੂਕਤਾ ਸੈਮੀਨਾਰ ਕਰਵਾਇਆ ਗਿਆ। (515, 864, 627, 952)
story-block-member-col1: ਪਿੰਡ ਕਲਾਨੌਰ ਵਿਖੇ ਸੋਹਣ ਲਾਲ ਦੇ ਬਲਾਕ ਸੰਮਤੀ ਮੈਂਬਰ ਚੁਣੇ ਜਾਣ ਉੱਤੇ ਸ਼ੁਕਰਾਨਾ ਸਮਾਗਮ ਕਰਵਾਇਆ ਗਿਆ ਜਿਸ ਵਿੱਚ ਵੱਡੀ ਗਿਣਤੀ ਵਿੱਚ ਪਿੰਡ ਵਾਸੀਆਂ ਨੇ ਸ਼ਮੂਲੀਅਤ ਕੀਤੀ। (515, 1137, 627, 1199)
story-press-case-headline: ਮੁਕੇਸ਼ ਮਲੌਦ ਦੀ ਗ੍ਰਿਫਤਾਰੀ, ਮਿੰਟੂ ਗਾਰੂਸਰੀਆ, ਪੱਤਰਕਾਰਾਂ ਤੇ ਯੂ ਟਿਊਬ ਚੈਨਲਾਂ ਉੱਪਰ ਕੇਸ ਦਰਜ ਕਰਨ ਦੀ ਨਿਖੇਧੀ ਆਈਡੀਪੀ (18, 1048, 496, 1138)
bullet-dot-icon: ● (179, 302, 188, 318)
story-drug-free-byline: ਪੈਗ਼ਾਮ-ਏ-ਜਗਤ/ਹਰਿਆਣਾ/ਚੰਡੀਗੜ੍ਹ (ਵੈਬਸਾਈਟ ਗੁਰਪ੍ਰੀਤ ਸਿੰਘ ਸੰਧੂ) (21, 1353, 133, 1390)
story-manrega-callout-text: ਭਾਜਪਾ ਤੇ ਆਪ ਸਰਕਾਰ ਖੋਹ ਰਹੀਆਂ ਮਜ਼ਦੂਰਾਂ ਤੋਂ ਰੁਜ਼ਗਾਰ : ਕਰੀਮਪੁਰੀ (191, 304, 283, 345)
story-drug-free-callout-text: 'ਨਸ਼ਾ-ਨਾਸ਼ੀ ਉਮੀਦ' ਵੱਲੋਂ ਨੁਕਸਾਨ ਦੇ ਲੋਕਾਂ ਦਾ ਛੁਡਾਊ ਜਾਗਰੂਕਤਾ ਪ੍ਰੋਗਰਾਮ ਦਾ ਆਯੋਜਨ (35, 1401, 124, 1449)
story-drug-seminar-strip: ਮਾਤਾ ਪਿਤਾ ਆਪਣੇ ਬੱਚਿਆਂ ਨੂੰ ਨਸ਼ਿਆਂ ਤੋਂ ਬਚਣ ਲਈ ਨਸ਼ਿਆਂ ਦੇ ਮਾਰੂ ਪ੍ਰਭਾਵਾਂ ਬਾਰੇ ਜਰੂਰ ਦੱਸਣ-ਬਾਲੀ (515, 811, 1006, 830)
